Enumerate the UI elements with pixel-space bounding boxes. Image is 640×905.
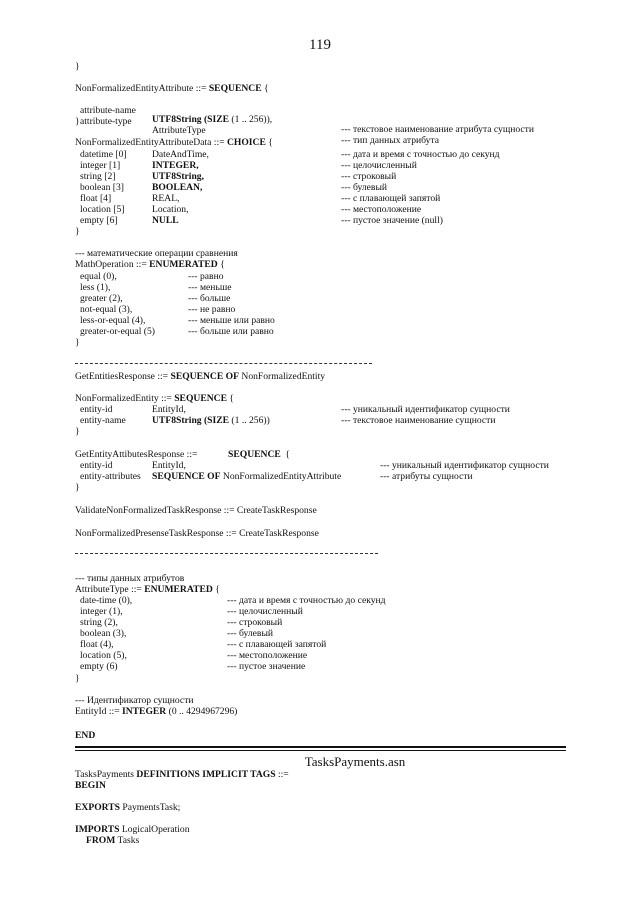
begin-keyword: BEGIN <box>75 780 106 791</box>
imports-line: IMPORTS LogicalOperation <box>75 824 190 835</box>
validate-nonformalized-task-response-line: ValidateNonFormalizedTaskResponse ::= CreateTaskResponse <box>75 505 317 516</box>
attribute-types-comment: --- типы данных атрибутов <box>75 573 185 584</box>
nonformalized-entity-header: NonFormalizedEntity ::= SEQUENCE { <box>75 393 234 404</box>
module-definition-line: TasksPayments DEFINITIONS IMPLICIT TAGS ::= <box>75 769 289 780</box>
dashed-separator <box>75 363 372 364</box>
closing-brace: } <box>75 116 80 127</box>
file-divider-rule <box>75 746 566 748</box>
closing-brace: } <box>75 482 80 493</box>
get-entities-response-line: GetEntitiesResponse ::= SEQUENCE OF NonFormalizedEntity <box>75 371 326 382</box>
from-line: FROM Tasks <box>86 835 140 846</box>
exports-line: EXPORTS PaymentsTask; <box>75 802 181 813</box>
closing-brace: } <box>75 61 80 72</box>
nonformalized-entity-attribute-header: NonFormalizedEntityAttribute ::= SEQUENCE { <box>75 83 269 94</box>
file-title: TasksPayments.asn <box>304 754 406 769</box>
closing-brace: } <box>75 673 80 684</box>
attribute-type-header: AttributeType ::= ENUMERATED { <box>75 584 220 595</box>
dashed-separator <box>75 553 378 554</box>
end-keyword: END <box>75 730 96 741</box>
page-number: 119 <box>309 37 331 53</box>
math-operation-header: MathOperation ::= ENUMERATED { <box>75 259 225 270</box>
math-operation-comment: --- математические операции сравнения <box>75 248 238 259</box>
entity-id-comment: --- Идентификатор сущности <box>75 695 194 706</box>
entity-id-definition: EntityId ::= INTEGER (0 .. 4294967296) <box>75 706 238 717</box>
closing-brace: } <box>75 337 80 348</box>
closing-brace: } <box>75 426 80 437</box>
nonformalized-entity-attribute-data-header: NonFormalizedEntityAttributeData ::= CHOICE { <box>75 137 273 148</box>
closing-brace: } <box>75 226 80 237</box>
get-entity-attributes-response-header: GetEntityAttibutesResponse ::= SEQUENCE { <box>75 449 291 460</box>
nonformalized-presense-task-response-line: NonFormalizedPresenseTaskResponse ::= CreateTaskResponse <box>75 528 319 539</box>
field-row: attribute-name UTF8String (SIZE (1 .. 256)), --- текстовое наименование атрибута сущности <box>80 104 534 135</box>
document-page: 119 } NonFormalizedEntityAttribute ::= SEQUENCE { attribute-name UTF8String (SIZE (1 .. 256)), --- текстовое наименование атрибута сущности attribute-type AttributeType --- тип данных атрибута } NonFormalizedEntityAttributeData ::= CHOICE { datetime [0] DateAndTime, --- дата и время с точностью до секунд integer [1] INTEGER, --- целочисленный string [2] UTF8String, --- строковый boolean [3] BOOLEAN, --- булевый float [4] REAL, --- с плавающей запятой location [5] Location, --- местоположение empty [6] NULL --- пустое значение (null) } --- математические операции сравнения MathOperation ::= ENUMERATED { equal (0), --- равно less (1), --- меньше greater (2), --- больше not-equal (3), --- не равно less-or-equal (4), --- меньше или равно greater-or-equal (5) --- больше или равно } GetEntitiesResponse ::= SEQUENCE OF NonFormalizedEntity NonFormalizedEntity ::= SEQUENCE { entity-id EntityId, --- уникальный идентификатор сущности entity-name UTF8String (SIZE (1 .. 256)) --- текстовое наименование сущности } GetEntityAttibutesResponse ::= SEQUENCE { entity-id EntityId, --- уникальный идентификатор сущности entity-attributes SEQUENCE OF NonFormalizedEntityAttribute --- атрибуты сущности } ValidateNonFormalizedTaskResponse ::= CreateTaskResponse NonFormalizedPresenseTaskResponse ::= CreateTaskResponse --- типы данных атрибутов AttributeType ::= ENUMERATED { date-time (0), --- дата и время с точностью до секунд integer (1), --- целочисленный string (2), --- строковый boolean (3), --- булевый float (4), --- с плавающей запятой location (5), --- местоположение empty (6) --- пустое значение } --- Идентификатор сущности EntityId ::= INTEGER (0 .. 4294967296) END TasksPayments.asn TasksPayments DEFINITIONS IMPLICIT TAGS ::= BEGIN EXPORTS PaymentsTask; IMPORTS LogicalOperation FROM Tasks <box>0 0 640 905</box>
field-row: attribute-type AttributeType --- тип данных атрибута <box>80 115 440 146</box>
file-divider-rule <box>75 750 566 751</box>
